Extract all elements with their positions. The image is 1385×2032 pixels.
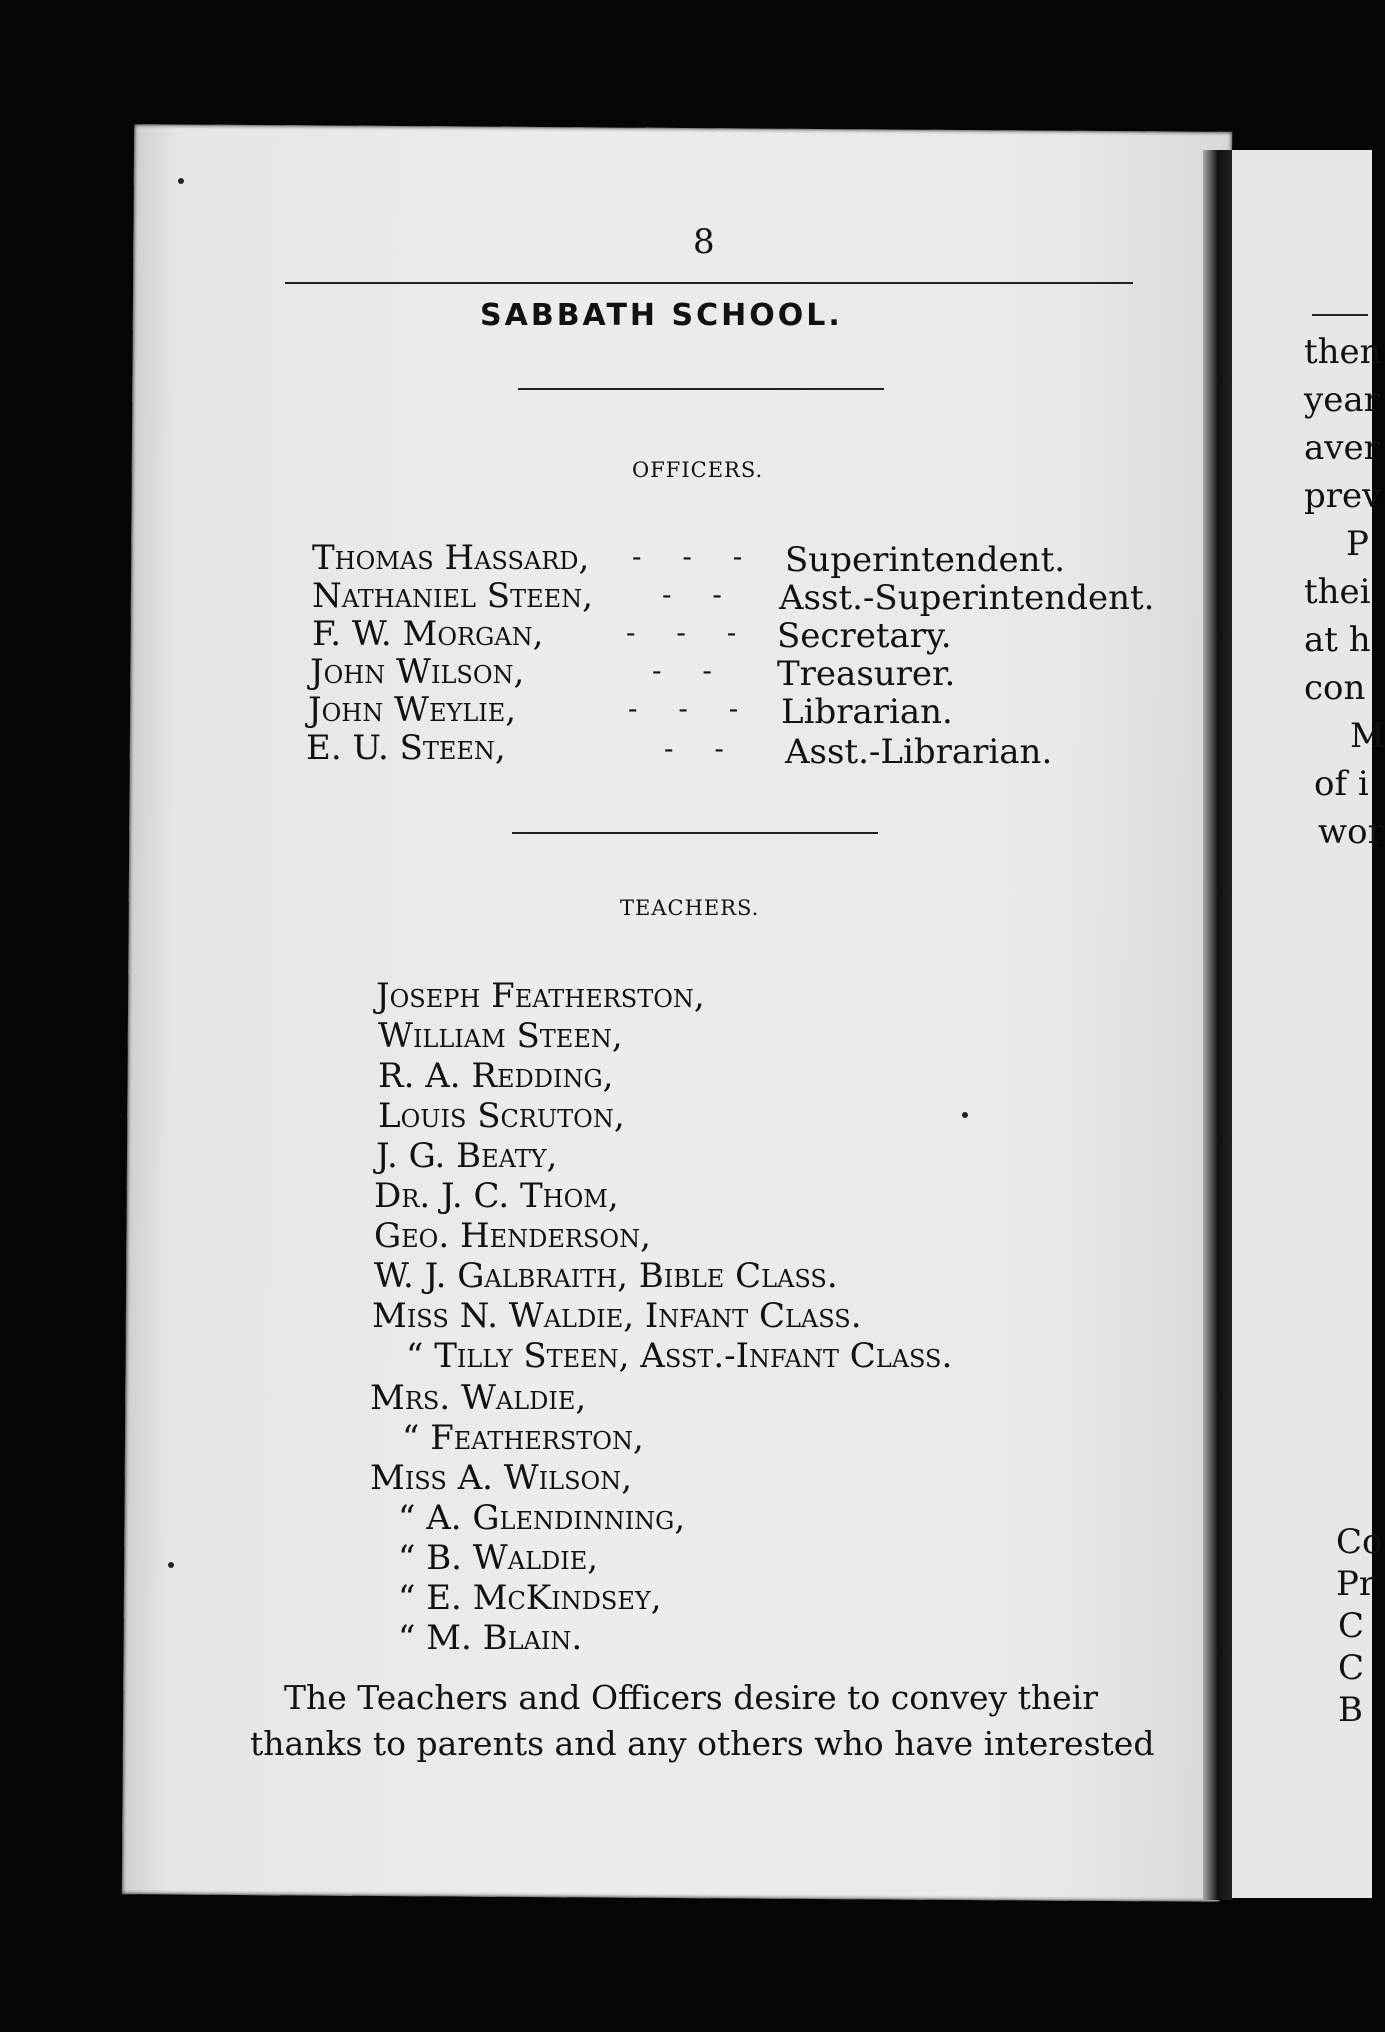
leader-dots: - -: [662, 578, 738, 611]
officer-role: Asst.-Superintendent.: [779, 578, 1155, 618]
teachers-heading: TEACHERS.: [620, 896, 760, 920]
ink-speck: [168, 1562, 174, 1568]
page-number: 8: [693, 222, 715, 262]
officer-role: Superintendent.: [785, 540, 1066, 580]
facing-fragment: M: [1350, 716, 1385, 756]
page-title: SABBATH SCHOOL.: [480, 298, 843, 333]
facing-fragment: wor: [1318, 812, 1384, 852]
facing-fragment: C: [1338, 1648, 1365, 1688]
teacher-entry: Miss N. Waldie, Infant Class.: [372, 1296, 862, 1336]
facing-fragment: con: [1304, 668, 1366, 708]
officer-role: Secretary.: [777, 616, 952, 656]
officer-name: John Wilson,: [310, 652, 525, 692]
facing-fragment: P: [1346, 524, 1369, 564]
leader-dots: - - -: [628, 692, 755, 725]
teacher-entry: J. G. Beaty,: [376, 1136, 558, 1176]
title-rule: [518, 388, 884, 390]
teacher-entry: “ Featherston,: [402, 1418, 644, 1458]
teacher-entry: Dr. J. C. Thom,: [374, 1176, 619, 1216]
facing-fragment: then: [1304, 332, 1382, 372]
top-rule: [285, 282, 1133, 284]
officer-name: Thomas Hassard,: [312, 538, 590, 578]
facing-fragment: B: [1338, 1690, 1363, 1730]
teacher-entry: “ Tilly Steen, Asst.-Infant Class.: [406, 1336, 953, 1376]
closing-line: The Teachers and Officers desire to convey their: [284, 1678, 1099, 1717]
teacher-entry: Louis Scruton,: [378, 1096, 625, 1136]
teacher-entry: Joseph Featherston,: [376, 976, 705, 1016]
teacher-entry: “ B. Waldie,: [398, 1538, 599, 1578]
officers-heading: OFFICERS.: [632, 458, 764, 482]
officer-role: Treasurer.: [777, 654, 956, 694]
facing-fragment: of i: [1314, 764, 1369, 804]
leader-dots: - -: [652, 654, 728, 687]
leader-dots: - - -: [632, 540, 759, 573]
teacher-entry: William Steen,: [378, 1016, 623, 1056]
facing-fragment: Co: [1336, 1522, 1383, 1562]
teacher-entry: Miss A. Wilson,: [370, 1458, 633, 1498]
book-gutter: [1203, 150, 1233, 1900]
leader-dots: - -: [664, 732, 740, 765]
teacher-entry: “ A. Glendinning,: [398, 1498, 686, 1538]
ink-speck: [962, 1112, 968, 1118]
officer-name: F. W. Morgan,: [312, 614, 544, 654]
facing-fragment: C: [1338, 1606, 1365, 1646]
teacher-entry: W. J. Galbraith, Bible Class.: [374, 1256, 838, 1296]
facing-fragment: aver: [1304, 428, 1380, 468]
officer-role: Asst.-Librarian.: [785, 732, 1053, 772]
teacher-entry: “ E. McKindsey,: [398, 1578, 662, 1618]
closing-line: thanks to parents and any others who have interested: [250, 1724, 1155, 1763]
teacher-entry: “ M. Blain.: [398, 1618, 583, 1658]
ink-speck: [178, 178, 184, 184]
facing-fragment: thei: [1304, 572, 1371, 612]
officer-role: Librarian.: [781, 692, 953, 732]
facing-fragment: Pr: [1336, 1564, 1376, 1604]
facing-fragment: prev: [1304, 476, 1382, 516]
section-rule: [512, 832, 878, 834]
facing-fragment: at h: [1304, 620, 1371, 660]
facing-fragment: year: [1304, 380, 1380, 420]
teacher-entry: Geo. Henderson,: [374, 1216, 651, 1256]
leader-dots: - - -: [626, 616, 753, 649]
officer-name: E. U. Steen,: [306, 728, 506, 768]
teacher-entry: Mrs. Waldie,: [370, 1378, 587, 1418]
facing-rule: [1312, 314, 1368, 316]
officer-name: Nathaniel Steen,: [312, 576, 593, 616]
teacher-entry: R. A. Redding,: [378, 1056, 614, 1096]
officer-name: John Weylie,: [308, 690, 517, 730]
